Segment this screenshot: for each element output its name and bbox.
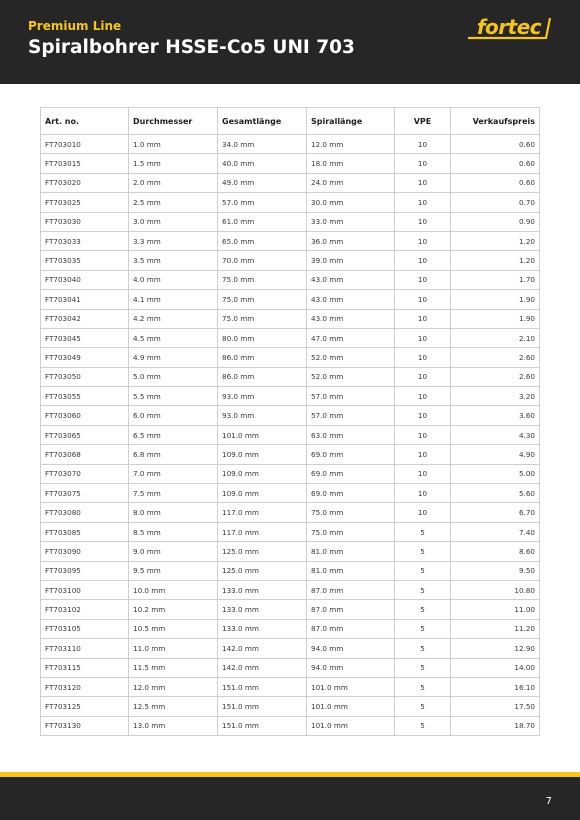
cell-art-no: FT703070	[41, 464, 129, 483]
cell-gesamtlaenge: 125.0 mm	[218, 561, 307, 580]
cell-durchmesser: 8.0 mm	[129, 503, 218, 522]
table-row	[41, 309, 540, 328]
cell-gesamtlaenge: 34.0 mm	[218, 135, 307, 154]
cell-vpe: 5	[395, 600, 451, 619]
cell-gesamtlaenge: 57.0 mm	[218, 193, 307, 212]
cell-verkaufspreis: 2.60	[451, 348, 540, 367]
cell-vpe: 10	[395, 367, 451, 386]
table-row	[41, 135, 540, 154]
cell-gesamtlaenge: 151.0 mm	[218, 716, 307, 735]
cell-gesamtlaenge: 101.0 mm	[218, 425, 307, 444]
page-number: 7	[545, 796, 552, 807]
cell-vpe: 5	[395, 716, 451, 735]
cell-verkaufspreis: 1.20	[451, 231, 540, 250]
cell-gesamtlaenge: 117.0 mm	[218, 522, 307, 541]
cell-verkaufspreis: 17.50	[451, 697, 540, 716]
table-row	[41, 600, 540, 619]
cell-art-no: FT703090	[41, 542, 129, 561]
cell-spirallaenge: 30.0 mm	[307, 193, 395, 212]
cell-gesamtlaenge: 86.0 mm	[218, 367, 307, 386]
cell-spirallaenge: 101.0 mm	[307, 677, 395, 696]
cell-art-no: FT703100	[41, 580, 129, 599]
cell-gesamtlaenge: 61.0 mm	[218, 212, 307, 231]
col-header-spirallaenge: Spirallänge	[307, 108, 395, 135]
cell-durchmesser: 10.5 mm	[129, 619, 218, 638]
cell-verkaufspreis: 6.70	[451, 503, 540, 522]
cell-durchmesser: 9.5 mm	[129, 561, 218, 580]
cell-spirallaenge: 52.0 mm	[307, 348, 395, 367]
table-row	[41, 406, 540, 425]
cell-spirallaenge: 39.0 mm	[307, 251, 395, 270]
cell-gesamtlaenge: 49.0 mm	[218, 173, 307, 192]
table-row	[41, 367, 540, 386]
cell-vpe: 5	[395, 619, 451, 638]
table-row	[41, 464, 540, 483]
col-header-art-no: Art. no.	[41, 108, 129, 135]
cell-verkaufspreis: 0.70	[451, 193, 540, 212]
cell-durchmesser: 4.2 mm	[129, 309, 218, 328]
cell-verkaufspreis: 5.00	[451, 464, 540, 483]
cell-spirallaenge: 87.0 mm	[307, 619, 395, 638]
cell-art-no: FT703025	[41, 193, 129, 212]
cell-art-no: FT703065	[41, 425, 129, 444]
table-row	[41, 580, 540, 599]
table-row	[41, 231, 540, 250]
cell-vpe: 10	[395, 348, 451, 367]
cell-spirallaenge: 87.0 mm	[307, 580, 395, 599]
cell-vpe: 5	[395, 542, 451, 561]
cell-verkaufspreis: 0.60	[451, 154, 540, 173]
table-row	[41, 503, 540, 522]
table-row	[41, 251, 540, 270]
table-row	[41, 697, 540, 716]
cell-gesamtlaenge: 117.0 mm	[218, 503, 307, 522]
cell-art-no: FT703010	[41, 135, 129, 154]
table-row	[41, 542, 540, 561]
cell-spirallaenge: 47.0 mm	[307, 328, 395, 347]
cell-vpe: 5	[395, 639, 451, 658]
cell-vpe: 10	[395, 154, 451, 173]
cell-gesamtlaenge: 133.0 mm	[218, 619, 307, 638]
cell-spirallaenge: 63.0 mm	[307, 425, 395, 444]
cell-durchmesser: 8.5 mm	[129, 522, 218, 541]
cell-art-no: FT703015	[41, 154, 129, 173]
cell-verkaufspreis: 4.30	[451, 425, 540, 444]
cell-spirallaenge: 81.0 mm	[307, 542, 395, 561]
table-row	[41, 348, 540, 367]
cell-vpe: 5	[395, 522, 451, 541]
cell-gesamtlaenge: 133.0 mm	[218, 580, 307, 599]
cell-spirallaenge: 75.0 mm	[307, 522, 395, 541]
logo-wordmark: fortec	[476, 15, 542, 39]
cell-art-no: FT703080	[41, 503, 129, 522]
cell-verkaufspreis: 7.40	[451, 522, 540, 541]
cell-spirallaenge: 101.0 mm	[307, 716, 395, 735]
cell-art-no: FT703125	[41, 697, 129, 716]
cell-gesamtlaenge: 93.0 mm	[218, 406, 307, 425]
cell-vpe: 10	[395, 251, 451, 270]
cell-verkaufspreis: 2.10	[451, 328, 540, 347]
cell-vpe: 10	[395, 406, 451, 425]
cell-spirallaenge: 101.0 mm	[307, 697, 395, 716]
cell-durchmesser: 12.5 mm	[129, 697, 218, 716]
cell-spirallaenge: 87.0 mm	[307, 600, 395, 619]
cell-vpe: 5	[395, 677, 451, 696]
cell-verkaufspreis: 3.60	[451, 406, 540, 425]
cell-spirallaenge: 36.0 mm	[307, 231, 395, 250]
cell-verkaufspreis: 16.10	[451, 677, 540, 696]
cell-spirallaenge: 57.0 mm	[307, 406, 395, 425]
cell-vpe: 10	[395, 445, 451, 464]
cell-durchmesser: 6.0 mm	[129, 406, 218, 425]
cell-gesamtlaenge: 75.0 mm	[218, 270, 307, 289]
cell-durchmesser: 7.5 mm	[129, 484, 218, 503]
page-title: Spiralbohrer HSSE-Co5 UNI 703	[28, 37, 355, 58]
cell-gesamtlaenge: 109.0 mm	[218, 464, 307, 483]
brand-logo	[466, 14, 552, 44]
cell-spirallaenge: 69.0 mm	[307, 484, 395, 503]
cell-gesamtlaenge: 75.0 mm	[218, 290, 307, 309]
cell-vpe: 10	[395, 425, 451, 444]
table-row	[41, 212, 540, 231]
cell-durchmesser: 4.0 mm	[129, 270, 218, 289]
cell-gesamtlaenge: 65.0 mm	[218, 231, 307, 250]
table-row	[41, 445, 540, 464]
table-row	[41, 154, 540, 173]
cell-art-no: FT703030	[41, 212, 129, 231]
cell-art-no: FT703020	[41, 173, 129, 192]
cell-art-no: FT703050	[41, 367, 129, 386]
cell-spirallaenge: 57.0 mm	[307, 387, 395, 406]
cell-verkaufspreis: 8.60	[451, 542, 540, 561]
cell-art-no: FT703102	[41, 600, 129, 619]
table-row	[41, 619, 540, 638]
cell-art-no: FT703075	[41, 484, 129, 503]
cell-art-no: FT703115	[41, 658, 129, 677]
cell-vpe: 10	[395, 212, 451, 231]
col-header-vpe: VPE	[395, 108, 451, 135]
cell-vpe: 10	[395, 290, 451, 309]
cell-durchmesser: 1.0 mm	[129, 135, 218, 154]
cell-vpe: 10	[395, 173, 451, 192]
cell-verkaufspreis: 1.20	[451, 251, 540, 270]
cell-verkaufspreis: 12.90	[451, 639, 540, 658]
cell-vpe: 10	[395, 328, 451, 347]
cell-gesamtlaenge: 109.0 mm	[218, 484, 307, 503]
cell-spirallaenge: 43.0 mm	[307, 270, 395, 289]
cell-verkaufspreis: 1.90	[451, 290, 540, 309]
table-row	[41, 639, 540, 658]
cell-durchmesser: 1.5 mm	[129, 154, 218, 173]
cell-verkaufspreis: 9.50	[451, 561, 540, 580]
cell-spirallaenge: 52.0 mm	[307, 367, 395, 386]
cell-vpe: 10	[395, 503, 451, 522]
product-line-label: Premium Line	[28, 19, 122, 33]
cell-durchmesser: 4.1 mm	[129, 290, 218, 309]
table-row	[41, 425, 540, 444]
cell-spirallaenge: 18.0 mm	[307, 154, 395, 173]
cell-gesamtlaenge: 151.0 mm	[218, 697, 307, 716]
cell-verkaufspreis: 0.60	[451, 173, 540, 192]
cell-vpe: 5	[395, 561, 451, 580]
cell-gesamtlaenge: 151.0 mm	[218, 677, 307, 696]
table-row	[41, 290, 540, 309]
cell-verkaufspreis: 4.90	[451, 445, 540, 464]
cell-spirallaenge: 69.0 mm	[307, 445, 395, 464]
cell-art-no: FT703049	[41, 348, 129, 367]
cell-art-no: FT703035	[41, 251, 129, 270]
table-row	[41, 561, 540, 580]
cell-vpe: 10	[395, 387, 451, 406]
cell-spirallaenge: 94.0 mm	[307, 639, 395, 658]
cell-durchmesser: 5.0 mm	[129, 367, 218, 386]
cell-durchmesser: 2.5 mm	[129, 193, 218, 212]
cell-vpe: 5	[395, 580, 451, 599]
cell-art-no: FT703041	[41, 290, 129, 309]
cell-durchmesser: 3.5 mm	[129, 251, 218, 270]
cell-art-no: FT703105	[41, 619, 129, 638]
cell-durchmesser: 3.3 mm	[129, 231, 218, 250]
cell-vpe: 10	[395, 231, 451, 250]
cell-spirallaenge: 75.0 mm	[307, 503, 395, 522]
cell-durchmesser: 13.0 mm	[129, 716, 218, 735]
table-row	[41, 193, 540, 212]
cell-art-no: FT703110	[41, 639, 129, 658]
table-row	[41, 328, 540, 347]
cell-durchmesser: 6.5 mm	[129, 425, 218, 444]
table-row	[41, 658, 540, 677]
cell-art-no: FT703060	[41, 406, 129, 425]
cell-spirallaenge: 33.0 mm	[307, 212, 395, 231]
cell-verkaufspreis: 5.60	[451, 484, 540, 503]
cell-gesamtlaenge: 142.0 mm	[218, 658, 307, 677]
cell-durchmesser: 4.5 mm	[129, 328, 218, 347]
cell-verkaufspreis: 3.20	[451, 387, 540, 406]
cell-vpe: 10	[395, 193, 451, 212]
cell-durchmesser: 11.0 mm	[129, 639, 218, 658]
cell-gesamtlaenge: 40.0 mm	[218, 154, 307, 173]
cell-gesamtlaenge: 93.0 mm	[218, 387, 307, 406]
page-header	[0, 0, 580, 84]
cell-verkaufspreis: 0.60	[451, 135, 540, 154]
cell-gesamtlaenge: 133.0 mm	[218, 600, 307, 619]
cell-gesamtlaenge: 86.0 mm	[218, 348, 307, 367]
cell-durchmesser: 5.5 mm	[129, 387, 218, 406]
cell-vpe: 10	[395, 484, 451, 503]
cell-spirallaenge: 94.0 mm	[307, 658, 395, 677]
cell-art-no: FT703055	[41, 387, 129, 406]
cell-spirallaenge: 12.0 mm	[307, 135, 395, 154]
product-table	[40, 107, 540, 736]
cell-verkaufspreis: 2.60	[451, 367, 540, 386]
cell-gesamtlaenge: 142.0 mm	[218, 639, 307, 658]
cell-gesamtlaenge: 70.0 mm	[218, 251, 307, 270]
cell-durchmesser: 11.5 mm	[129, 658, 218, 677]
table-row	[41, 387, 540, 406]
page-footer	[0, 777, 580, 820]
cell-spirallaenge: 81.0 mm	[307, 561, 395, 580]
cell-durchmesser: 2.0 mm	[129, 173, 218, 192]
col-header-verkaufspreis: Verkaufspreis	[451, 108, 540, 135]
cell-durchmesser: 4.9 mm	[129, 348, 218, 367]
cell-verkaufspreis: 18.70	[451, 716, 540, 735]
cell-vpe: 5	[395, 697, 451, 716]
table-row	[41, 270, 540, 289]
table-row	[41, 677, 540, 696]
table-header-row	[41, 108, 540, 135]
table-row	[41, 173, 540, 192]
table-row	[41, 716, 540, 735]
cell-spirallaenge: 43.0 mm	[307, 290, 395, 309]
cell-verkaufspreis: 1.90	[451, 309, 540, 328]
cell-gesamtlaenge: 75.0 mm	[218, 309, 307, 328]
table-row	[41, 522, 540, 541]
cell-vpe: 10	[395, 135, 451, 154]
cell-gesamtlaenge: 109.0 mm	[218, 445, 307, 464]
cell-durchmesser: 9.0 mm	[129, 542, 218, 561]
cell-gesamtlaenge: 80.0 mm	[218, 328, 307, 347]
cell-durchmesser: 10.2 mm	[129, 600, 218, 619]
cell-spirallaenge: 24.0 mm	[307, 173, 395, 192]
cell-durchmesser: 7.0 mm	[129, 464, 218, 483]
cell-spirallaenge: 43.0 mm	[307, 309, 395, 328]
cell-durchmesser: 6.8 mm	[129, 445, 218, 464]
cell-vpe: 5	[395, 658, 451, 677]
cell-art-no: FT703095	[41, 561, 129, 580]
cell-art-no: FT703130	[41, 716, 129, 735]
cell-art-no: FT703042	[41, 309, 129, 328]
cell-vpe: 10	[395, 309, 451, 328]
cell-art-no: FT703040	[41, 270, 129, 289]
col-header-durchmesser: Durchmesser	[129, 108, 218, 135]
cell-durchmesser: 3.0 mm	[129, 212, 218, 231]
cell-verkaufspreis: 11.20	[451, 619, 540, 638]
cell-art-no: FT703033	[41, 231, 129, 250]
cell-art-no: FT703068	[41, 445, 129, 464]
col-header-gesamtlaenge: Gesamtlänge	[218, 108, 307, 135]
cell-gesamtlaenge: 125.0 mm	[218, 542, 307, 561]
table-row	[41, 484, 540, 503]
cell-durchmesser: 10.0 mm	[129, 580, 218, 599]
cell-art-no: FT703085	[41, 522, 129, 541]
cell-verkaufspreis: 11.00	[451, 600, 540, 619]
cell-vpe: 10	[395, 464, 451, 483]
cell-spirallaenge: 69.0 mm	[307, 464, 395, 483]
cell-art-no: FT703120	[41, 677, 129, 696]
cell-verkaufspreis: 14.00	[451, 658, 540, 677]
cell-vpe: 10	[395, 270, 451, 289]
cell-verkaufspreis: 0.90	[451, 212, 540, 231]
cell-verkaufspreis: 10.80	[451, 580, 540, 599]
cell-art-no: FT703045	[41, 328, 129, 347]
cell-durchmesser: 12.0 mm	[129, 677, 218, 696]
cell-verkaufspreis: 1.70	[451, 270, 540, 289]
